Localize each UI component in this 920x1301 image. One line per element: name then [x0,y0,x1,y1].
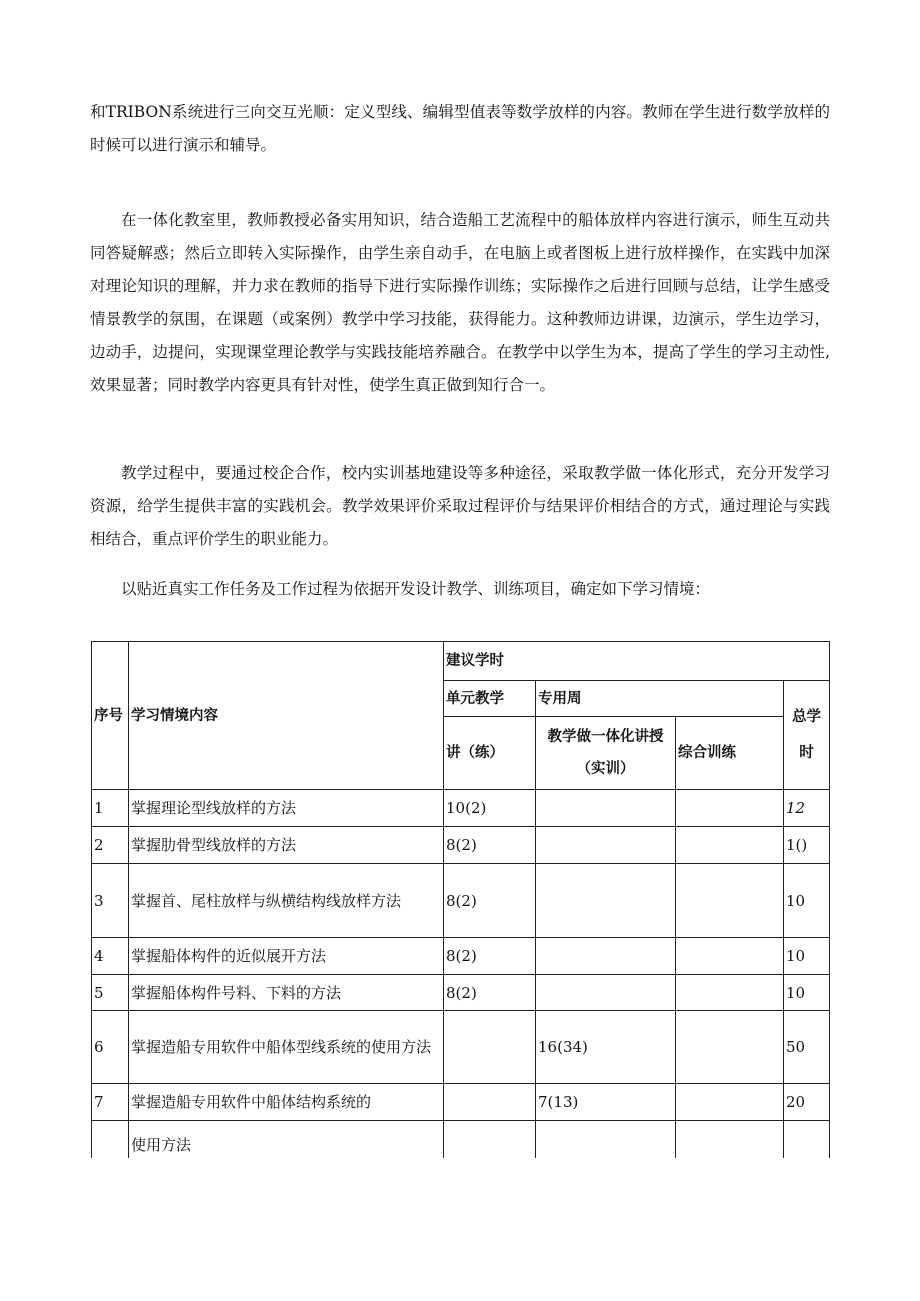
row-total: 10 [784,864,830,938]
row-lecture: 8(2) [444,975,536,1011]
row-content: 掌握肋骨型线放样的方法 [129,827,444,864]
row-integrated [536,938,676,975]
header-index: 序号 [92,642,129,790]
row-training [676,1084,784,1121]
row-total [784,1121,830,1158]
table-row [92,975,830,1011]
row-training [676,790,784,827]
table-row [92,827,830,864]
header-total: 总学时 [784,681,830,790]
row-total: 10 [784,938,830,975]
row-total: 20 [784,1084,830,1121]
row-integrated [536,790,676,827]
table-row [92,790,830,827]
table-row [92,864,830,938]
header-unit-teaching: 单元教学 [444,681,536,717]
row-content: 掌握船体构件号料、下料的方法 [129,975,444,1011]
row-content: 使用方法 [129,1121,444,1158]
row-training [676,1121,784,1158]
row-integrated: 7(13) [536,1084,676,1121]
paragraph-2: 在一体化教室里，教师教授必备实用知识，结合造船工艺流程中的船体放样内容进行演示，师生互动共同答疑解惑；然后立即转入实际操作，由学生亲自动手，在电脑上或者图板上进行放样操作，在实践中加深对理论知识的理解，并力求在教师的指导下进行实际操作训练；实际操作之后进行回顾与总结，让学生感受情景教学的氛围，在课题（或案例）教学中学习技能，获得能力。这种教师边讲课，边演示，学生边学习，边动手，边提问，实现课堂理论教学与实践技能培养融合。在教学中以学生为本，提高了学生的学习主动性,效果显著；同时教学内容更具有针对性，使学生真正做到知行合一。 [90,211,830,394]
header-comprehensive-training: 综合训练 [676,717,784,790]
row-lecture [444,1121,536,1158]
row-integrated [536,827,676,864]
row-training [676,827,784,864]
row-lecture [444,1011,536,1084]
row-total: 50 [784,1011,830,1084]
row-content: 掌握造船专用软件中船体结构系统的 [129,1084,444,1121]
row-lecture: 10(2) [444,790,536,827]
row-index: 6 [92,1011,129,1084]
table-row [92,1084,830,1121]
row-index: 4 [92,938,129,975]
row-total: 1() [784,827,830,864]
row-index: 2 [92,827,129,864]
row-content: 掌握理论型线放样的方法 [129,790,444,827]
paragraph-1: 和TRIBON系统进行三向交互光顺：定义型线、编辑型值表等数学放样的内容。教师在学生进行数学放样的时候可以进行演示和辅导。 [90,103,830,154]
row-index [92,1121,129,1158]
row-content: 掌握造船专用软件中船体型线系统的使用方法 [129,1011,444,1084]
row-lecture: 8(2) [444,864,536,938]
table-row [92,1011,830,1084]
row-total: 10 [784,975,830,1011]
row-content: 掌握船体构件的近似展开方法 [129,938,444,975]
paragraph-4: 以贴近真实工作任务及工作过程为依据开发设计教学、训练项目，确定如下学习情境： [121,580,711,598]
row-training [676,975,784,1011]
row-index: 3 [92,864,129,938]
table-row [92,1121,830,1158]
row-index: 5 [92,975,129,1011]
row-index: 1 [92,790,129,827]
header-lecture: 讲（练） [444,717,536,790]
row-integrated: 16(34) [536,1011,676,1084]
header-integrated-lecture: 教学做一体化讲授（实训） [536,717,676,790]
row-total: 12 [784,790,830,827]
row-lecture: 8(2) [444,827,536,864]
row-content: 掌握首、尾柱放样与纵横结构线放样方法 [129,864,444,938]
row-index: 7 [92,1084,129,1121]
row-lecture [444,1084,536,1121]
header-content: 学习情境内容 [129,642,444,790]
learning-situation-table [91,641,830,1158]
row-integrated [536,864,676,938]
row-training [676,1011,784,1084]
row-training [676,864,784,938]
row-training [676,938,784,975]
header-special-week: 专用周 [536,681,784,717]
row-integrated [536,1121,676,1158]
row-integrated [536,975,676,1011]
table-row [92,938,830,975]
header-suggested-hours: 建议学时 [444,642,830,681]
row-lecture: 8(2) [444,938,536,975]
paragraph-3: 教学过程中，要通过校企合作，校内实训基地建设等多种途径，采取教学做一体化形式，充分开发学习资源，给学生提供丰富的实践机会。教学效果评价采取过程评价与结果评价相结合的方式，通过理论与实践相结合，重点评价学生的职业能力。 [90,464,830,548]
